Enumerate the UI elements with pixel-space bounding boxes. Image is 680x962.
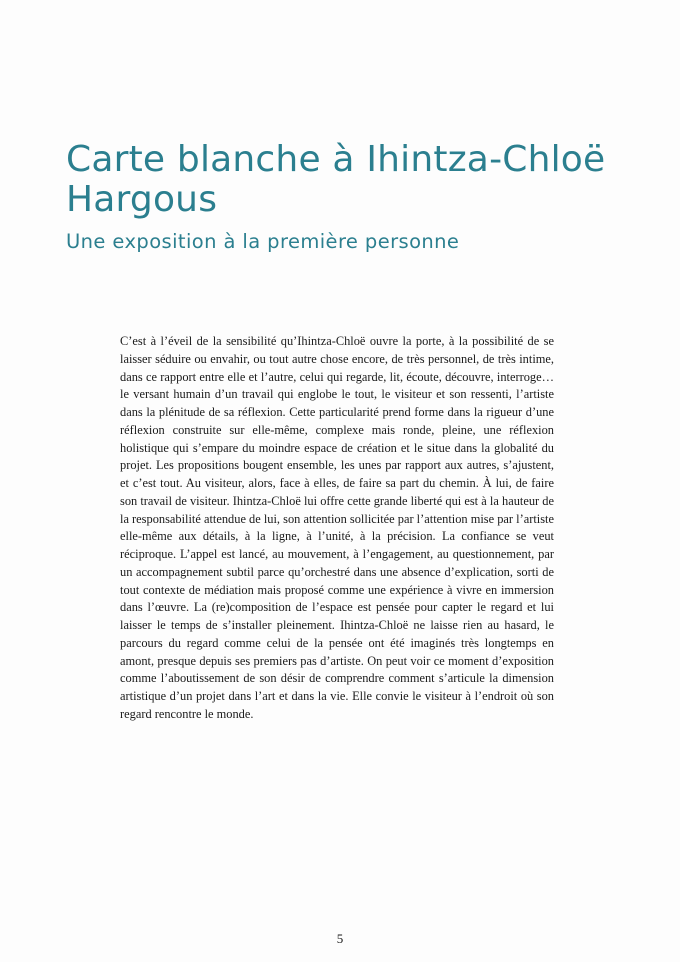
body-paragraph: C’est à l’éveil de la sensibilité qu’Ihintza-Chloë ouvre la porte, à la possibilité de se laisser séduire ou envahir, ou tout autre chose encore, de très personnel, de très intime, dans ce rapport entre elle et l’autre, celui qui regarde, lit, écoute, découvre, interroge… le versant humain d’un travail qui englobe le tout, le visiteur et son ressenti, l’artiste dans la plénitude de sa réflexion. Cette particularité prend forme dans la rigueur d’une réflexion construite sur elle-même, complexe mais ronde, pleine, une réflexion holistique qui s’empare du moindre espace de création et le situe dans la globalité du projet. Les propositions bougent ensemble, les unes par rapport aux autres, s’ajustent, et c’est tout. Au visiteur, alors, face à elles, de faire sa part du chemin. À lui, de faire son travail de visiteur. Ihintza-Chloë lui offre cette grande liberté qui est à la hauteur de la responsabilité attendue de lui, son attention sollicitée par l’attention mise par l’artiste elle-même aux détails, à la ligne, à l’unité, à la précision. La confiance se veut réciproque. L’appel est lancé, au mouvement, à l’engagement, au questionnement, par un accompagnement subtil parce qu’orchestré dans une absence d’explication, sorti de tout contexte de médiation mais proposé comme une expérience à vivre en immersion dans l’œuvre. La (re)composition de l’espace est pensée pour capter le regard et lui laisser le temps de s’installer pleinement. Ihintza-Chloë ne laisse rien au hasard, le parcours du regard comme celui de la pensée ont été imaginés très longtemps en amont, presque depuis ses premiers pas d’artiste. On peut voir ce moment d’exposition comme l’aboutissement de son désir de comprendre comment s’articule la dimension artistique d’un projet dans l’art et dans la vie. Elle convie le visiteur à l’endroit où son regard rencontre le monde. [120, 334, 554, 721]
page-subtitle: Une exposition à la première personne [66, 230, 460, 253]
page-number: 5 [336, 931, 344, 946]
page-title: Carte blanche à Ihintza-Chloë Hargous [66, 139, 606, 220]
